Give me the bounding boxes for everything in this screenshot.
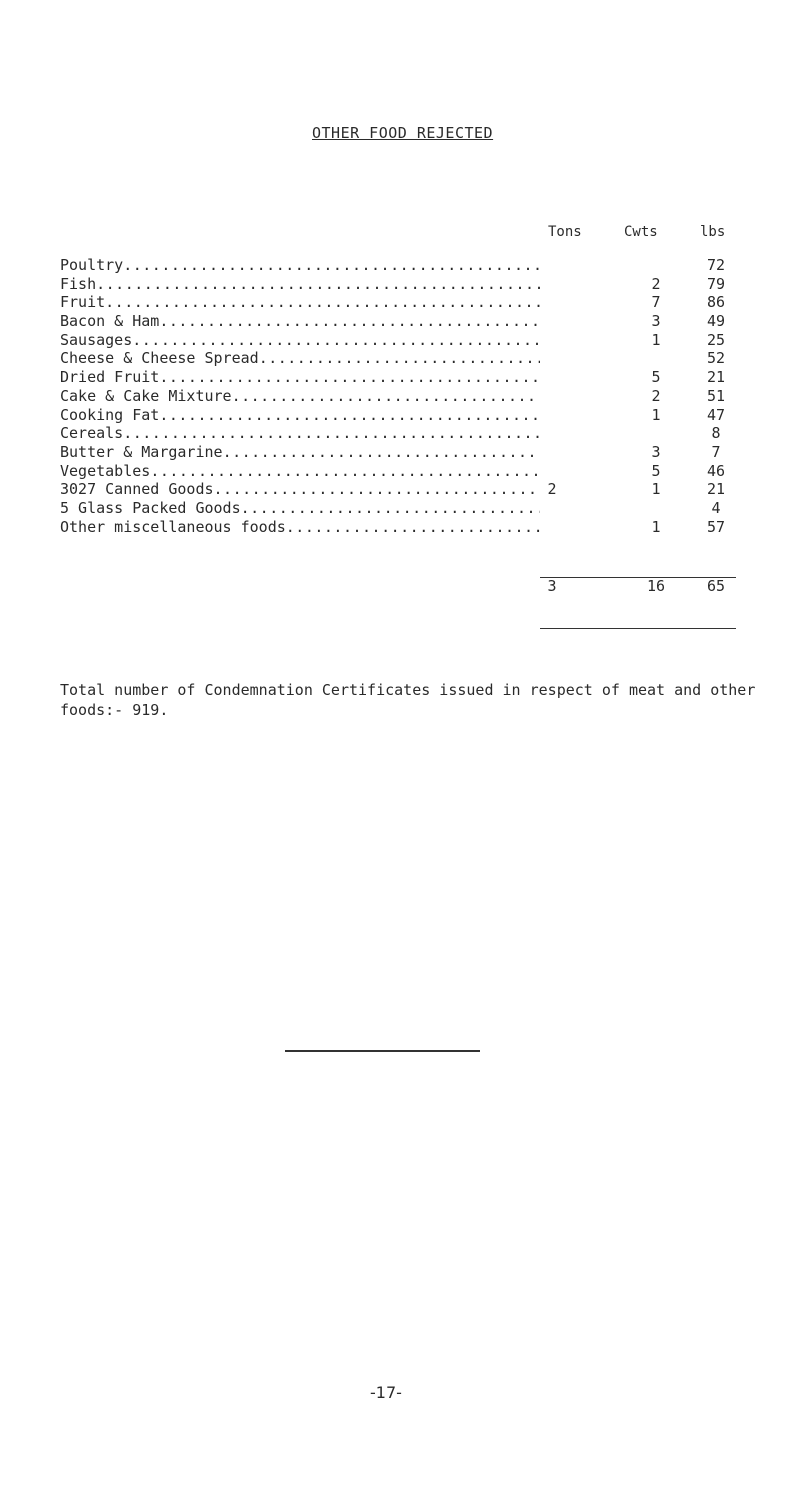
page-title: OTHER FOOD REJECTED <box>312 124 494 142</box>
row-lbs: 21 <box>706 480 726 499</box>
total-cwts: 16 <box>646 577 666 595</box>
row-cwts: 3 <box>651 442 661 461</box>
table-row <box>60 256 760 275</box>
table-row <box>60 331 760 350</box>
row-lbs: 4 <box>711 498 721 517</box>
table-row <box>60 518 760 537</box>
row-label: Butter & Margarine ..... <box>60 443 540 462</box>
table-row <box>60 312 760 331</box>
table-row <box>60 293 760 312</box>
table-row <box>60 462 760 481</box>
table-row <box>60 424 760 443</box>
row-label: Sausages ..... <box>60 331 540 350</box>
row-lbs: 21 <box>706 368 726 387</box>
section-divider <box>285 1050 480 1052</box>
row-lbs: 25 <box>706 330 726 349</box>
row-lbs: 47 <box>706 405 726 424</box>
row-tons: 2 <box>547 480 557 499</box>
row-label: Dried Fruit ..... <box>60 368 540 387</box>
page-number: -17- <box>370 1383 402 1402</box>
table-row <box>60 349 760 368</box>
table-row <box>60 275 760 294</box>
food-table <box>60 256 760 536</box>
row-cwts: 1 <box>651 330 661 349</box>
total-tons: 3 <box>547 577 557 595</box>
row-lbs: 8 <box>711 424 721 443</box>
row-label: Fruit ..... <box>60 293 540 312</box>
column-header-tons: Tons <box>548 224 582 240</box>
row-cwts: 5 <box>651 368 661 387</box>
certificates-note: Total number of Condemnation Certificates issued in respect of meat and other foods:- 919. <box>60 681 756 719</box>
total-rule-bottom <box>540 628 736 629</box>
row-cwts: 1 <box>651 480 661 499</box>
row-label: Cereals ..... <box>60 424 540 443</box>
row-lbs: 49 <box>706 312 726 331</box>
row-cwts: 1 <box>651 405 661 424</box>
row-label: 3027 Canned Goods ..... <box>60 480 540 499</box>
row-cwts: 2 <box>651 274 661 293</box>
row-lbs: 86 <box>706 293 726 312</box>
row-label: Fish ..... <box>60 275 540 294</box>
row-label: Poultry ..... <box>60 256 540 275</box>
row-lbs: 52 <box>706 349 726 368</box>
row-label: Bacon & Ham ..... <box>60 312 540 331</box>
row-cwts: 3 <box>651 312 661 331</box>
column-header-cwts: Cwts <box>624 224 658 240</box>
row-lbs: 79 <box>706 274 726 293</box>
table-row <box>60 499 760 518</box>
table-row <box>60 406 760 425</box>
row-cwts: 5 <box>651 461 661 480</box>
row-lbs: 72 <box>706 256 726 274</box>
row-label: Cheese & Cheese Spread ..... <box>60 349 540 368</box>
row-label: Vegetables ..... <box>60 462 540 481</box>
row-lbs: 57 <box>706 517 726 536</box>
row-lbs: 51 <box>706 386 726 405</box>
row-cwts: 1 <box>651 517 661 536</box>
row-cwts: 7 <box>651 293 661 312</box>
row-lbs: 46 <box>706 461 726 480</box>
table-row <box>60 387 760 406</box>
table-row <box>60 443 760 462</box>
row-lbs: 7 <box>711 442 721 461</box>
row-label: Other miscellaneous foods ..... <box>60 518 540 537</box>
table-row <box>60 368 760 387</box>
row-cwts: 2 <box>651 386 661 405</box>
column-header-lbs: lbs <box>700 224 726 240</box>
row-label: 5 Glass Packed Goods ..... <box>60 499 540 518</box>
table-row <box>60 480 760 499</box>
total-lbs: 65 <box>706 577 726 595</box>
row-label: Cooking Fat ..... <box>60 406 540 425</box>
row-label: Cake & Cake Mixture ..... <box>60 387 540 406</box>
